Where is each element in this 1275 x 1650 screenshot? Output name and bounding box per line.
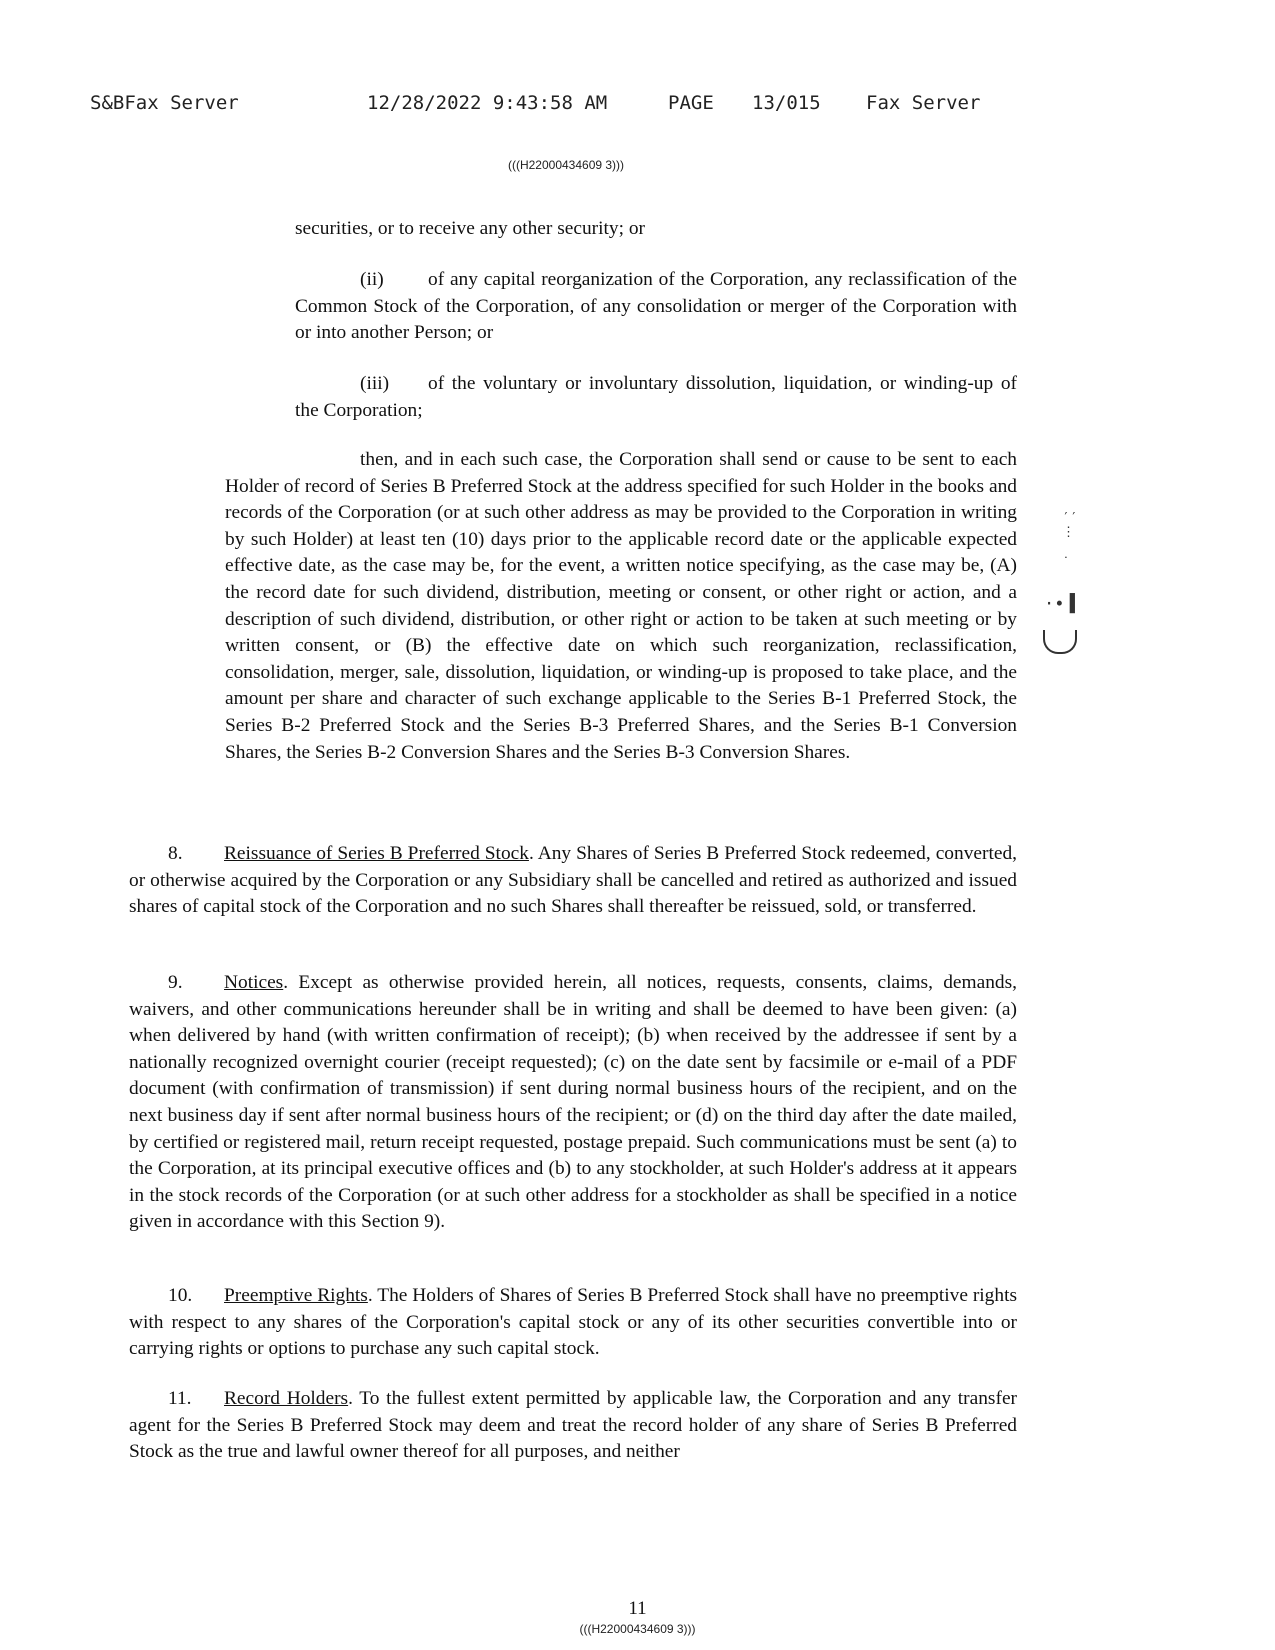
- section-10: [129, 1283, 1017, 1363]
- section-10-text: . The Holders of Shares of Series B Preferred Stock shall have no preemptive rights with respect to any shares of the Corporation's capital stock or any of its other securities convertible into or carrying rights or options to purchase any such capital stock.: [129, 1285, 1017, 1360]
- margin-mark-2: ˙: [1062, 556, 1070, 571]
- fax-receiver: Fax Server: [866, 92, 981, 114]
- fax-sender: S&BFax Server: [90, 92, 239, 114]
- then-clause: then, and in each such case, the Corporation shall send or cause to be sent to each Holder of record of Series B Preferred Stock at the address specified for such Holder in the books and records of the Corporation (or at such other address as may be provided to the Corporation in writing by such Holder) at least ten (10) days prior to the applicable record date or the applicable expected effective date, as the case may be, for the event, a written notice specifying, as the case may be, (A) the record date for such dividend, distribution, meeting or consent, or other right or action, and a description of such dividend, distribution, or other right or action to be taken at such meeting or by written consent, or (B) the effective date on which such reorganization, reclassification, consolidation, merger, sale, dissolution, liquidation, or winding-up is proposed to take place, and the amount per share and character of such exchange applicable to the Series B-1 Preferred Stock, the Series B-2 Preferred Stock and the Series B-3 Preferred Shares, and the Series B-1 Conversion Shares, the Series B-2 Conversion Shares and the Series B-3 Conversion Shares.: [225, 449, 1017, 763]
- document-id-bottom: (((H22000434609 3))): [579, 1622, 696, 1636]
- fax-page-count: 13/015: [752, 92, 821, 114]
- section-9-heading: Notices: [224, 972, 284, 993]
- item-ii: [295, 267, 1017, 347]
- section-8: [129, 841, 1017, 921]
- fax-header: [90, 92, 1090, 118]
- section-11-heading: Record Holders: [224, 1388, 349, 1409]
- page-number: 11: [628, 1598, 647, 1619]
- item-iii: [295, 371, 1017, 424]
- section-9-text: . Except as otherwise provided herein, all notices, requests, consents, claims, demands, waivers, and other communications hereunder shall be in writing and shall be deemed to have been given: (a) when delivered by hand (with written confirmation of receipt); (b) when received by the addressee if sent by a nationally recognized overnight courier (receipt requested); (c) on the date sent by facsimile or e-mail of a PDF document (with confirmation of transmission) if sent during normal business hours of the recipient, and on the next business day if sent after normal business hours of the recipient; or (d) on the third day after the date mailed, by certified or registered mail, return receipt requested, postage prepaid. Such communications must be sent (a) to the Corporation, at its principal executive offices and (b) to any stockholder, at such Holder's address at it appears in the stock records of the Corporation (or at such other address for a stockholder as shall be specified in a notice given in accordance with this Section 9).: [129, 972, 1017, 1233]
- section-8-text: . Any Shares of Series B Preferred Stock redeemed, converted, or otherwise acquired by the Corporation or any Subsidiary shall be cancelled and retired as authorized and issued shares of capital stock of the Corporation and no such Shares shall thereafter be reissued, sold, or transferred.: [129, 843, 1017, 918]
- section-11-text: . To the fullest extent permitted by applicable law, the Corporation and any transfer agent for the Series B Preferred Stock may deem and treat the record holder of any share of Series B Preferred Stock as the true and lawful owner thereof for all purposes, and neither: [129, 1388, 1018, 1463]
- section-11: [129, 1386, 1017, 1466]
- item-iii-label: (iii): [360, 373, 390, 394]
- margin-bracket-mark: [1043, 630, 1077, 654]
- document-id-top: (((H22000434609 3))): [507, 158, 625, 172]
- continuation-text: securities, or to receive any other security; or: [295, 218, 645, 239]
- margin-mark-3: ⋅∙▐: [1044, 594, 1075, 614]
- section-10-number: 10.: [168, 1285, 193, 1306]
- section-10-heading: Preemptive Rights: [224, 1285, 368, 1306]
- fax-page-label: PAGE: [668, 92, 714, 114]
- item-iii-text: of the voluntary or involuntary dissolution, liquidation, or winding-up of the Corporation;: [295, 373, 1017, 421]
- margin-mark-1: ′′ ⋮: [1062, 511, 1078, 540]
- section-11-number: 11.: [168, 1388, 192, 1409]
- item-ii-text: of any capital reorganization of the Corporation, any reclassification of the Common Stock of the Corporation, of any consolidation or merger of the Corporation with or into another Person; or: [295, 269, 1017, 344]
- section-8-number: 8.: [168, 843, 183, 864]
- section-9: [129, 970, 1017, 1236]
- section-9-number: 9.: [168, 972, 183, 993]
- section-8-heading: Reissuance of Series B Preferred Stock: [224, 843, 529, 864]
- fax-datetime: 12/28/2022 9:43:58 AM: [367, 92, 608, 114]
- item-ii-label: (ii): [360, 269, 384, 290]
